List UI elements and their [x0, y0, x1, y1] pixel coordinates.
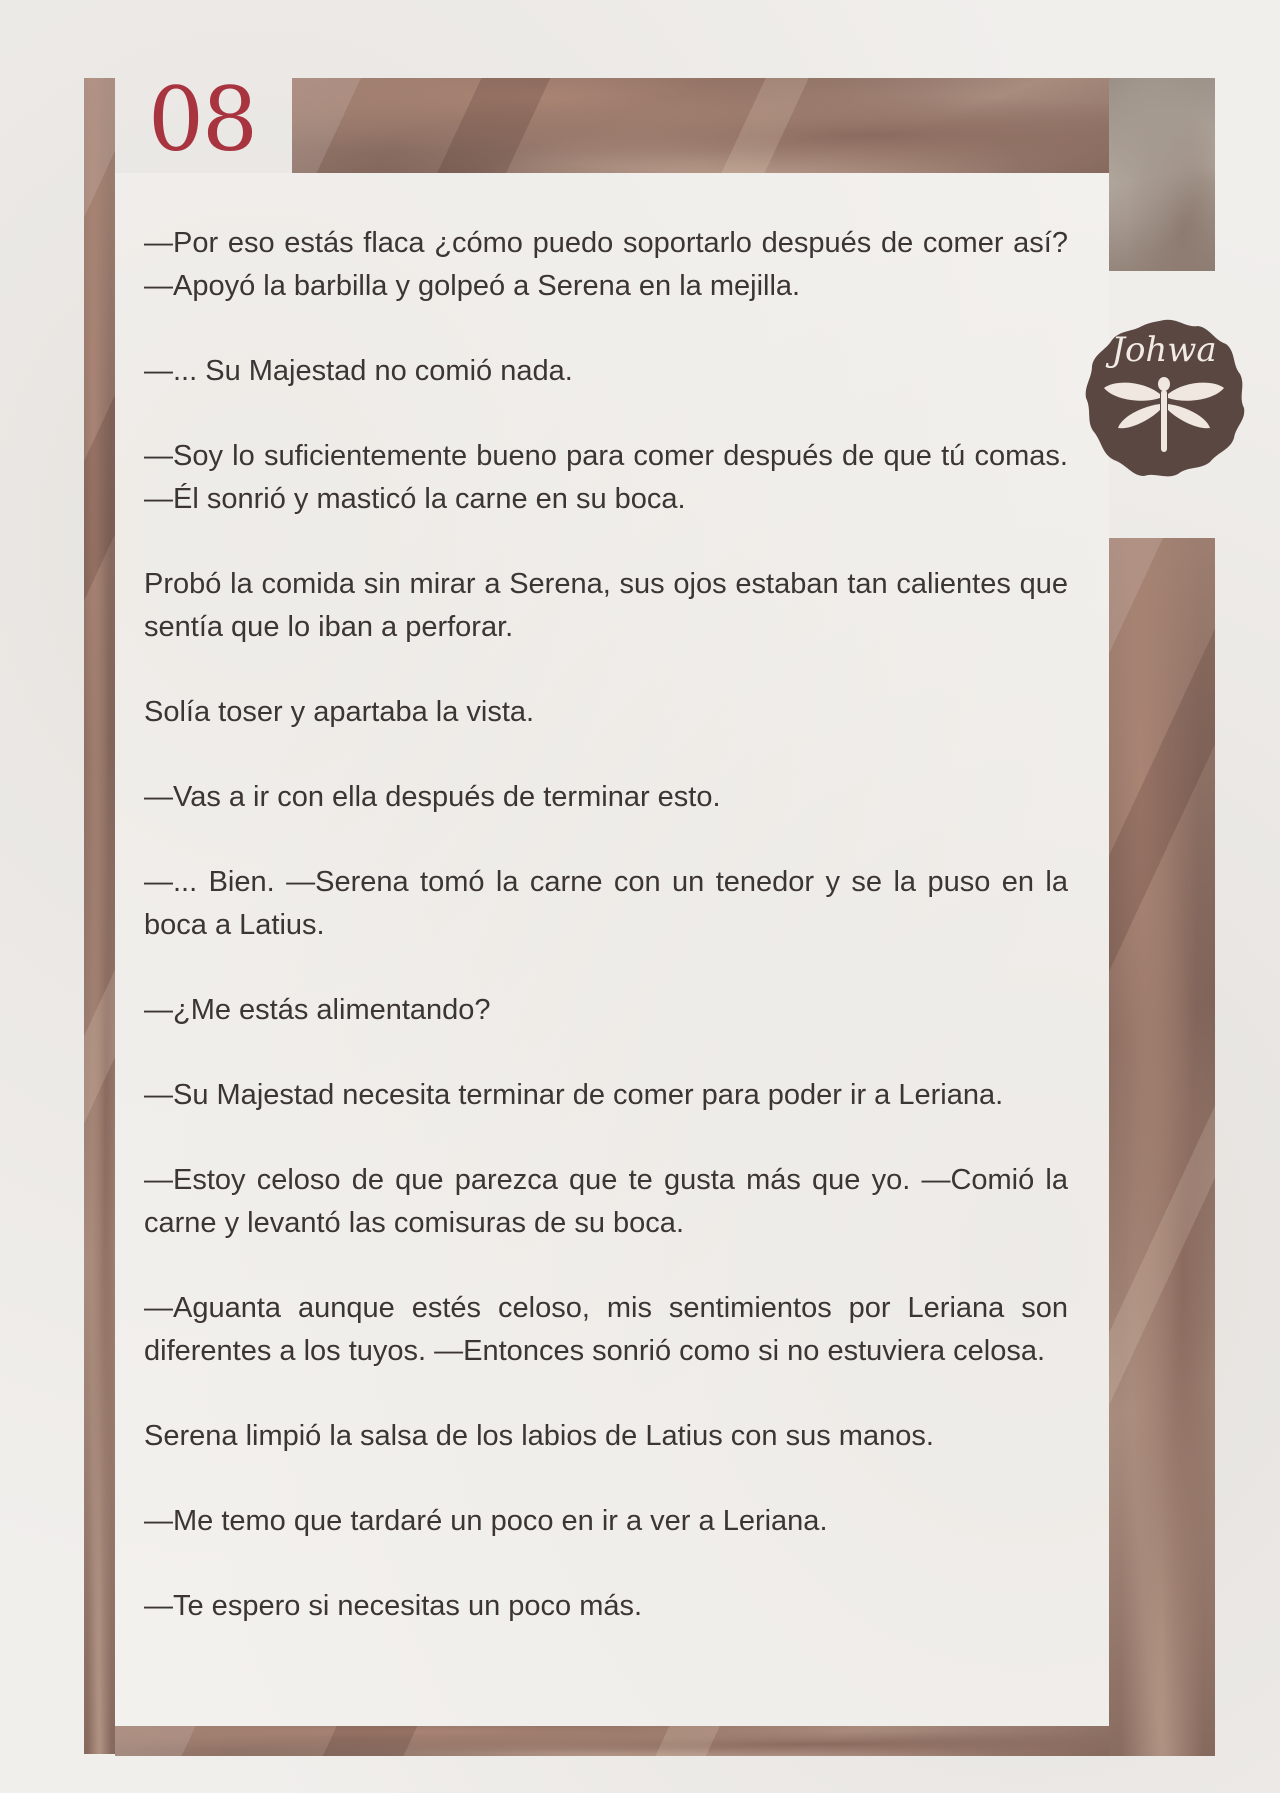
paragraph: Serena limpió la salsa de los labios de Latius con sus manos. [144, 1420, 934, 1452]
paragraph: —Su Majestad necesita terminar de comer para poder ir a Leriana. [144, 1079, 1004, 1111]
marble-border-right [1109, 538, 1215, 1756]
marble-border-top [292, 78, 1109, 173]
paragraph: —Te espero si necesitas un poco más. [144, 1590, 643, 1622]
paragraph: —... Bien. —Serena tomó la carne con un tenedor y se la puso en la boca a Latius. [144, 866, 1068, 941]
body-text [144, 222, 1068, 1670]
marble-border-bottom [115, 1726, 1109, 1756]
paragraph: —Por eso estás flaca ¿cómo puedo soportarlo después de comer así? —Apoyó la barbilla y golpeó a Serena en la mejilla. [144, 227, 1068, 302]
marble-border-left [84, 78, 115, 1754]
paragraph: —¿Me estás alimentando? [144, 994, 491, 1026]
chapter-number: 08 [148, 68, 256, 171]
paragraph: —Soy lo suficientemente bueno para comer después de que tú comas. —Él sonrió y masticó la carne en su boca. [144, 440, 1068, 515]
marble-border-right-top [1109, 78, 1215, 271]
paragraph: —... Su Majestad no comió nada. [144, 355, 573, 387]
paragraph: Probó la comida sin mirar a Serena, sus ojos estaban tan calientes que sentía que lo iban a perforar. [144, 568, 1068, 643]
paragraph: Solía toser y apartaba la vista. [144, 696, 535, 728]
paragraph: —Me temo que tardaré un poco en ir a ver a Leriana. [144, 1505, 828, 1537]
paragraph: —Estoy celoso de que parezca que te gusta más que yo. —Comió la carne y levantó las comisuras de su boca. [144, 1164, 1068, 1239]
paragraph: —Aguanta aunque estés celoso, mis sentimientos por Leriana son diferentes a los tuyos. —Entonces sonrió como si no estuviera celosa. [144, 1292, 1068, 1367]
paragraph: —Vas a ir con ella después de terminar esto. [144, 781, 721, 813]
watermark-text: Johwa [1111, 330, 1217, 370]
johwa-watermark [1080, 314, 1248, 484]
